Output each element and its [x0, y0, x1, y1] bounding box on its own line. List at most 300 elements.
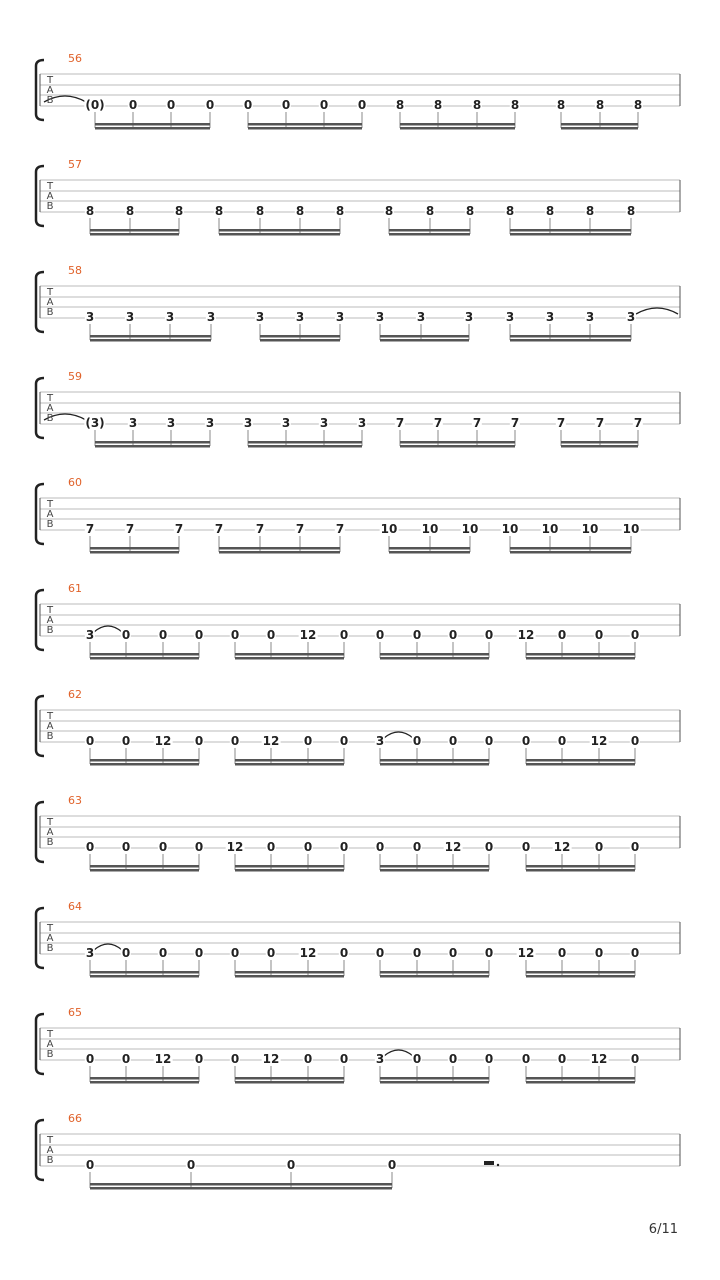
beam	[90, 763, 199, 766]
beam	[389, 233, 470, 236]
fret-number: 0	[375, 628, 385, 642]
fret-number: 3	[295, 310, 305, 324]
fret-number: 0	[375, 840, 385, 854]
fret-number: 0	[448, 946, 458, 960]
beam	[526, 865, 635, 868]
fret-number: 7	[395, 416, 405, 430]
tab-clef-letter: T	[46, 499, 54, 510]
fret-number: 8	[545, 204, 555, 218]
beam	[248, 123, 362, 126]
tab-clef-letter: B	[46, 201, 54, 212]
beam	[235, 1077, 344, 1080]
fret-number: 3	[335, 310, 345, 324]
fret-number: 0	[230, 946, 240, 960]
tab-system	[0, 370, 720, 476]
fret-number: 0	[286, 1158, 296, 1172]
tab-clef-letter: T	[46, 817, 54, 828]
beam	[235, 869, 344, 872]
tab-clef-letter: B	[46, 625, 54, 636]
tie-arc	[94, 626, 122, 632]
tab-clef-letter: B	[46, 95, 54, 106]
fret-number: 0	[387, 1158, 397, 1172]
fret-number: 12	[444, 840, 462, 854]
tab-clef-letter: A	[46, 297, 54, 308]
tab-clef-letter: T	[46, 75, 54, 86]
beam	[248, 445, 362, 448]
beam	[219, 551, 340, 554]
fret-number: 0	[412, 734, 422, 748]
beam	[219, 229, 340, 232]
fret-number: 0	[303, 840, 313, 854]
fret-number: 0	[594, 840, 604, 854]
tab-system	[0, 688, 720, 794]
fret-number: 8	[425, 204, 435, 218]
beam	[380, 763, 489, 766]
fret-number: 3	[375, 1052, 385, 1066]
beam	[219, 233, 340, 236]
fret-number: 0	[281, 98, 291, 112]
beam	[526, 763, 635, 766]
fret-number: 0	[85, 734, 95, 748]
tab-system	[0, 158, 720, 264]
fret-number: 0	[412, 946, 422, 960]
tab-clef-letter: A	[46, 615, 54, 626]
tab-clef-letter: A	[46, 721, 54, 732]
fret-number: 7	[510, 416, 520, 430]
tab-clef-letter: B	[46, 943, 54, 954]
beam	[90, 869, 199, 872]
fret-number: 8	[472, 98, 482, 112]
beam	[380, 869, 489, 872]
fret-number: 0	[484, 628, 494, 642]
fret-number: 0	[521, 734, 531, 748]
fret-number: 0	[630, 628, 640, 642]
tab-clef-letter: A	[46, 191, 54, 202]
fret-number: (3)	[85, 416, 105, 430]
beam	[380, 1081, 489, 1084]
fret-number: 12	[590, 734, 608, 748]
fret-number: 8	[595, 98, 605, 112]
fret-number: 8	[335, 204, 345, 218]
beam	[95, 445, 210, 448]
fret-number: 0	[357, 98, 367, 112]
tab-clef-letter: T	[46, 393, 54, 404]
fret-number: 7	[214, 522, 224, 536]
fret-number: 0	[484, 840, 494, 854]
fret-number: 3	[125, 310, 135, 324]
beam	[380, 759, 489, 762]
fret-number: 0	[594, 946, 604, 960]
fret-number: 0	[339, 840, 349, 854]
tab-clef-letter: A	[46, 1039, 54, 1050]
fret-number: 8	[505, 204, 515, 218]
beam	[260, 335, 340, 338]
tie-arc	[384, 1050, 413, 1056]
beam	[380, 335, 469, 338]
tab-clef-letter: A	[46, 85, 54, 96]
fret-number: 10	[622, 522, 640, 536]
tie-arc	[384, 732, 413, 738]
tab-staff	[0, 1006, 720, 1112]
fret-number: 0	[230, 734, 240, 748]
fret-number: 0	[484, 1052, 494, 1066]
fret-number: 0	[121, 734, 131, 748]
fret-number: 8	[465, 204, 475, 218]
fret-number: 7	[595, 416, 605, 430]
rest-dot	[497, 1164, 499, 1166]
bar-number: 61	[68, 582, 82, 595]
fret-number: 12	[262, 734, 280, 748]
fret-number: 3	[375, 734, 385, 748]
fret-number: 8	[510, 98, 520, 112]
fret-number: 0	[630, 840, 640, 854]
tab-system	[0, 794, 720, 900]
beam	[561, 445, 638, 448]
tie-arc	[94, 944, 122, 950]
tab-clef-letter: A	[46, 403, 54, 414]
fret-number: 0	[128, 98, 138, 112]
beam	[526, 975, 635, 978]
tab-staff	[0, 688, 720, 794]
beam	[510, 233, 631, 236]
beam	[90, 971, 199, 974]
tab-clef-letter: T	[46, 923, 54, 934]
fret-number: 0	[266, 628, 276, 642]
bar-number: 66	[68, 1112, 82, 1125]
fret-number: 0	[158, 946, 168, 960]
beam	[400, 445, 515, 448]
fret-number: 0	[319, 98, 329, 112]
fret-number: 0	[266, 946, 276, 960]
fret-number: 8	[125, 204, 135, 218]
tab-clef-letter: A	[46, 827, 54, 838]
fret-number: 8	[384, 204, 394, 218]
fret-number: 0	[448, 628, 458, 642]
fret-number: 3	[85, 628, 95, 642]
beam	[389, 551, 470, 554]
tab-staff	[0, 1112, 720, 1218]
fret-number: 8	[433, 98, 443, 112]
beam	[90, 657, 199, 660]
fret-number: 8	[255, 204, 265, 218]
tab-clef-letter: B	[46, 519, 54, 530]
fret-number: 12	[154, 1052, 172, 1066]
beam	[526, 869, 635, 872]
beam	[90, 975, 199, 978]
fret-number: 10	[461, 522, 479, 536]
fret-number: 0	[158, 840, 168, 854]
fret-number: 3	[128, 416, 138, 430]
bar-number: 63	[68, 794, 82, 807]
beam	[95, 123, 210, 126]
tie-arc	[636, 308, 678, 314]
fret-number: 0	[412, 840, 422, 854]
beam	[526, 1077, 635, 1080]
fret-number: 0	[521, 1052, 531, 1066]
tab-system	[0, 52, 720, 158]
tab-staff	[0, 264, 720, 370]
bar-number: 56	[68, 52, 82, 65]
fret-number: 0	[630, 1052, 640, 1066]
fret-number: 0	[194, 1052, 204, 1066]
tab-system	[0, 264, 720, 370]
fret-number: 0	[194, 734, 204, 748]
fret-number: 8	[626, 204, 636, 218]
fret-number: 12	[226, 840, 244, 854]
beam	[90, 229, 179, 232]
beam	[510, 551, 631, 554]
fret-number: 0	[339, 946, 349, 960]
beam	[90, 339, 211, 342]
beam	[526, 1081, 635, 1084]
tab-clef-letter: B	[46, 1049, 54, 1060]
beam	[235, 657, 344, 660]
tab-clef-letter: B	[46, 1155, 54, 1166]
fret-number: 0	[557, 1052, 567, 1066]
fret-number: 0	[375, 946, 385, 960]
fret-number: 0	[230, 628, 240, 642]
beam	[235, 653, 344, 656]
beam	[389, 547, 470, 550]
fret-number: 3	[85, 310, 95, 324]
fret-number: 12	[553, 840, 571, 854]
fret-number: 0	[484, 734, 494, 748]
fret-number: 0	[630, 734, 640, 748]
tab-staff	[0, 900, 720, 1006]
tab-staff	[0, 476, 720, 582]
beam	[90, 1077, 199, 1080]
fret-number: 12	[262, 1052, 280, 1066]
beam	[90, 547, 179, 550]
fret-number: 12	[154, 734, 172, 748]
fret-number: 12	[517, 628, 535, 642]
fret-number: 7	[174, 522, 184, 536]
fret-number: 0	[85, 1158, 95, 1172]
fret-number: 3	[243, 416, 253, 430]
fret-number: 7	[255, 522, 265, 536]
tab-clef-letter: B	[46, 837, 54, 848]
fret-number: 3	[464, 310, 474, 324]
beam	[380, 1077, 489, 1080]
fret-number: 0	[630, 946, 640, 960]
fret-number: 0	[194, 946, 204, 960]
beam	[510, 335, 631, 338]
beam	[248, 441, 362, 444]
bar-number: 58	[68, 264, 82, 277]
fret-number: 10	[501, 522, 519, 536]
fret-number: 12	[299, 628, 317, 642]
beam	[380, 339, 469, 342]
tab-clef-letter: A	[46, 933, 54, 944]
beam	[95, 441, 210, 444]
beam	[561, 123, 638, 126]
beam	[260, 339, 340, 342]
beam	[219, 547, 340, 550]
fret-number: 8	[395, 98, 405, 112]
fret-number: 0	[205, 98, 215, 112]
beam	[526, 657, 635, 660]
fret-number: 0	[448, 1052, 458, 1066]
fret-number: 0	[230, 1052, 240, 1066]
fret-number: 0	[121, 628, 131, 642]
beam	[90, 335, 211, 338]
beam	[400, 127, 515, 130]
beam	[235, 971, 344, 974]
fret-number: 10	[581, 522, 599, 536]
rest-mark	[484, 1161, 494, 1165]
fret-number: (0)	[85, 98, 105, 112]
fret-number: 7	[556, 416, 566, 430]
fret-number: 0	[521, 840, 531, 854]
beam	[90, 1081, 199, 1084]
fret-number: 3	[626, 310, 636, 324]
fret-number: 0	[85, 1052, 95, 1066]
fret-number: 7	[335, 522, 345, 536]
beam	[90, 653, 199, 656]
fret-number: 3	[281, 416, 291, 430]
fret-number: 3	[85, 946, 95, 960]
beam	[380, 975, 489, 978]
fret-number: 3	[505, 310, 515, 324]
fret-number: 0	[186, 1158, 196, 1172]
tab-clef-letter: B	[46, 413, 54, 424]
tab-clef-letter: A	[46, 509, 54, 520]
beam	[235, 1081, 344, 1084]
beam	[235, 763, 344, 766]
tab-system	[0, 1006, 720, 1112]
fret-number: 0	[158, 628, 168, 642]
beam	[90, 865, 199, 868]
tab-clef-letter: T	[46, 287, 54, 298]
beam	[90, 1183, 392, 1186]
fret-number: 0	[121, 840, 131, 854]
beam	[561, 127, 638, 130]
fret-number: 0	[339, 628, 349, 642]
tab-staff	[0, 158, 720, 264]
fret-number: 3	[357, 416, 367, 430]
fret-number: 3	[375, 310, 385, 324]
fret-number: 8	[214, 204, 224, 218]
fret-number: 10	[380, 522, 398, 536]
beam	[235, 759, 344, 762]
tab-staff	[0, 794, 720, 900]
beam	[510, 339, 631, 342]
fret-number: 7	[125, 522, 135, 536]
fret-number: 7	[85, 522, 95, 536]
beam	[90, 1187, 392, 1190]
tab-clef-letter: T	[46, 605, 54, 616]
tab-system	[0, 1112, 720, 1218]
fret-number: 0	[166, 98, 176, 112]
tab-clef-letter: B	[46, 731, 54, 742]
fret-number: 0	[557, 946, 567, 960]
fret-number: 3	[206, 310, 216, 324]
tab-system	[0, 582, 720, 688]
beam	[389, 229, 470, 232]
tab-clef-letter: T	[46, 181, 54, 192]
beam	[380, 653, 489, 656]
beam	[526, 971, 635, 974]
fret-number: 0	[594, 628, 604, 642]
beam	[90, 233, 179, 236]
tab-staff	[0, 582, 720, 688]
beam	[380, 971, 489, 974]
tab-clef-letter: B	[46, 307, 54, 318]
fret-number: 3	[416, 310, 426, 324]
beam	[380, 657, 489, 660]
bar-number: 59	[68, 370, 82, 383]
bar-number: 65	[68, 1006, 82, 1019]
fret-number: 12	[299, 946, 317, 960]
beam	[95, 127, 210, 130]
fret-number: 7	[633, 416, 643, 430]
bar-number: 60	[68, 476, 82, 489]
fret-number: 12	[517, 946, 535, 960]
tab-clef-letter: A	[46, 1145, 54, 1156]
fret-number: 0	[557, 734, 567, 748]
bar-number: 62	[68, 688, 82, 701]
beam	[400, 123, 515, 126]
fret-number: 8	[174, 204, 184, 218]
beam	[90, 551, 179, 554]
fret-number: 10	[421, 522, 439, 536]
fret-number: 0	[194, 628, 204, 642]
beam	[90, 759, 199, 762]
fret-number: 0	[339, 734, 349, 748]
tab-system	[0, 476, 720, 582]
fret-number: 12	[590, 1052, 608, 1066]
tab-clef-letter: T	[46, 1135, 54, 1146]
fret-number: 0	[121, 946, 131, 960]
fret-number: 3	[166, 416, 176, 430]
fret-number: 8	[295, 204, 305, 218]
fret-number: 0	[85, 840, 95, 854]
fret-number: 8	[556, 98, 566, 112]
tab-system	[0, 900, 720, 1006]
page-number: 6/11	[648, 1222, 678, 1237]
fret-number: 0	[303, 1052, 313, 1066]
tab-clef-letter: T	[46, 1029, 54, 1040]
fret-number: 10	[541, 522, 559, 536]
tab-clef-letter: T	[46, 711, 54, 722]
fret-number: 7	[472, 416, 482, 430]
beam	[235, 975, 344, 978]
beam	[526, 759, 635, 762]
fret-number: 0	[448, 734, 458, 748]
fret-number: 0	[339, 1052, 349, 1066]
fret-number: 3	[585, 310, 595, 324]
fret-number: 0	[243, 98, 253, 112]
fret-number: 7	[433, 416, 443, 430]
fret-number: 0	[266, 840, 276, 854]
fret-number: 3	[545, 310, 555, 324]
fret-number: 0	[412, 628, 422, 642]
beam	[248, 127, 362, 130]
beam	[510, 229, 631, 232]
beam	[235, 865, 344, 868]
bar-number: 64	[68, 900, 82, 913]
fret-number: 3	[319, 416, 329, 430]
beam	[380, 865, 489, 868]
fret-number: 0	[303, 734, 313, 748]
fret-number: 0	[484, 946, 494, 960]
beam	[400, 441, 515, 444]
fret-number: 3	[255, 310, 265, 324]
bar-number: 57	[68, 158, 82, 171]
beam	[510, 547, 631, 550]
fret-number: 0	[557, 628, 567, 642]
fret-number: 8	[633, 98, 643, 112]
